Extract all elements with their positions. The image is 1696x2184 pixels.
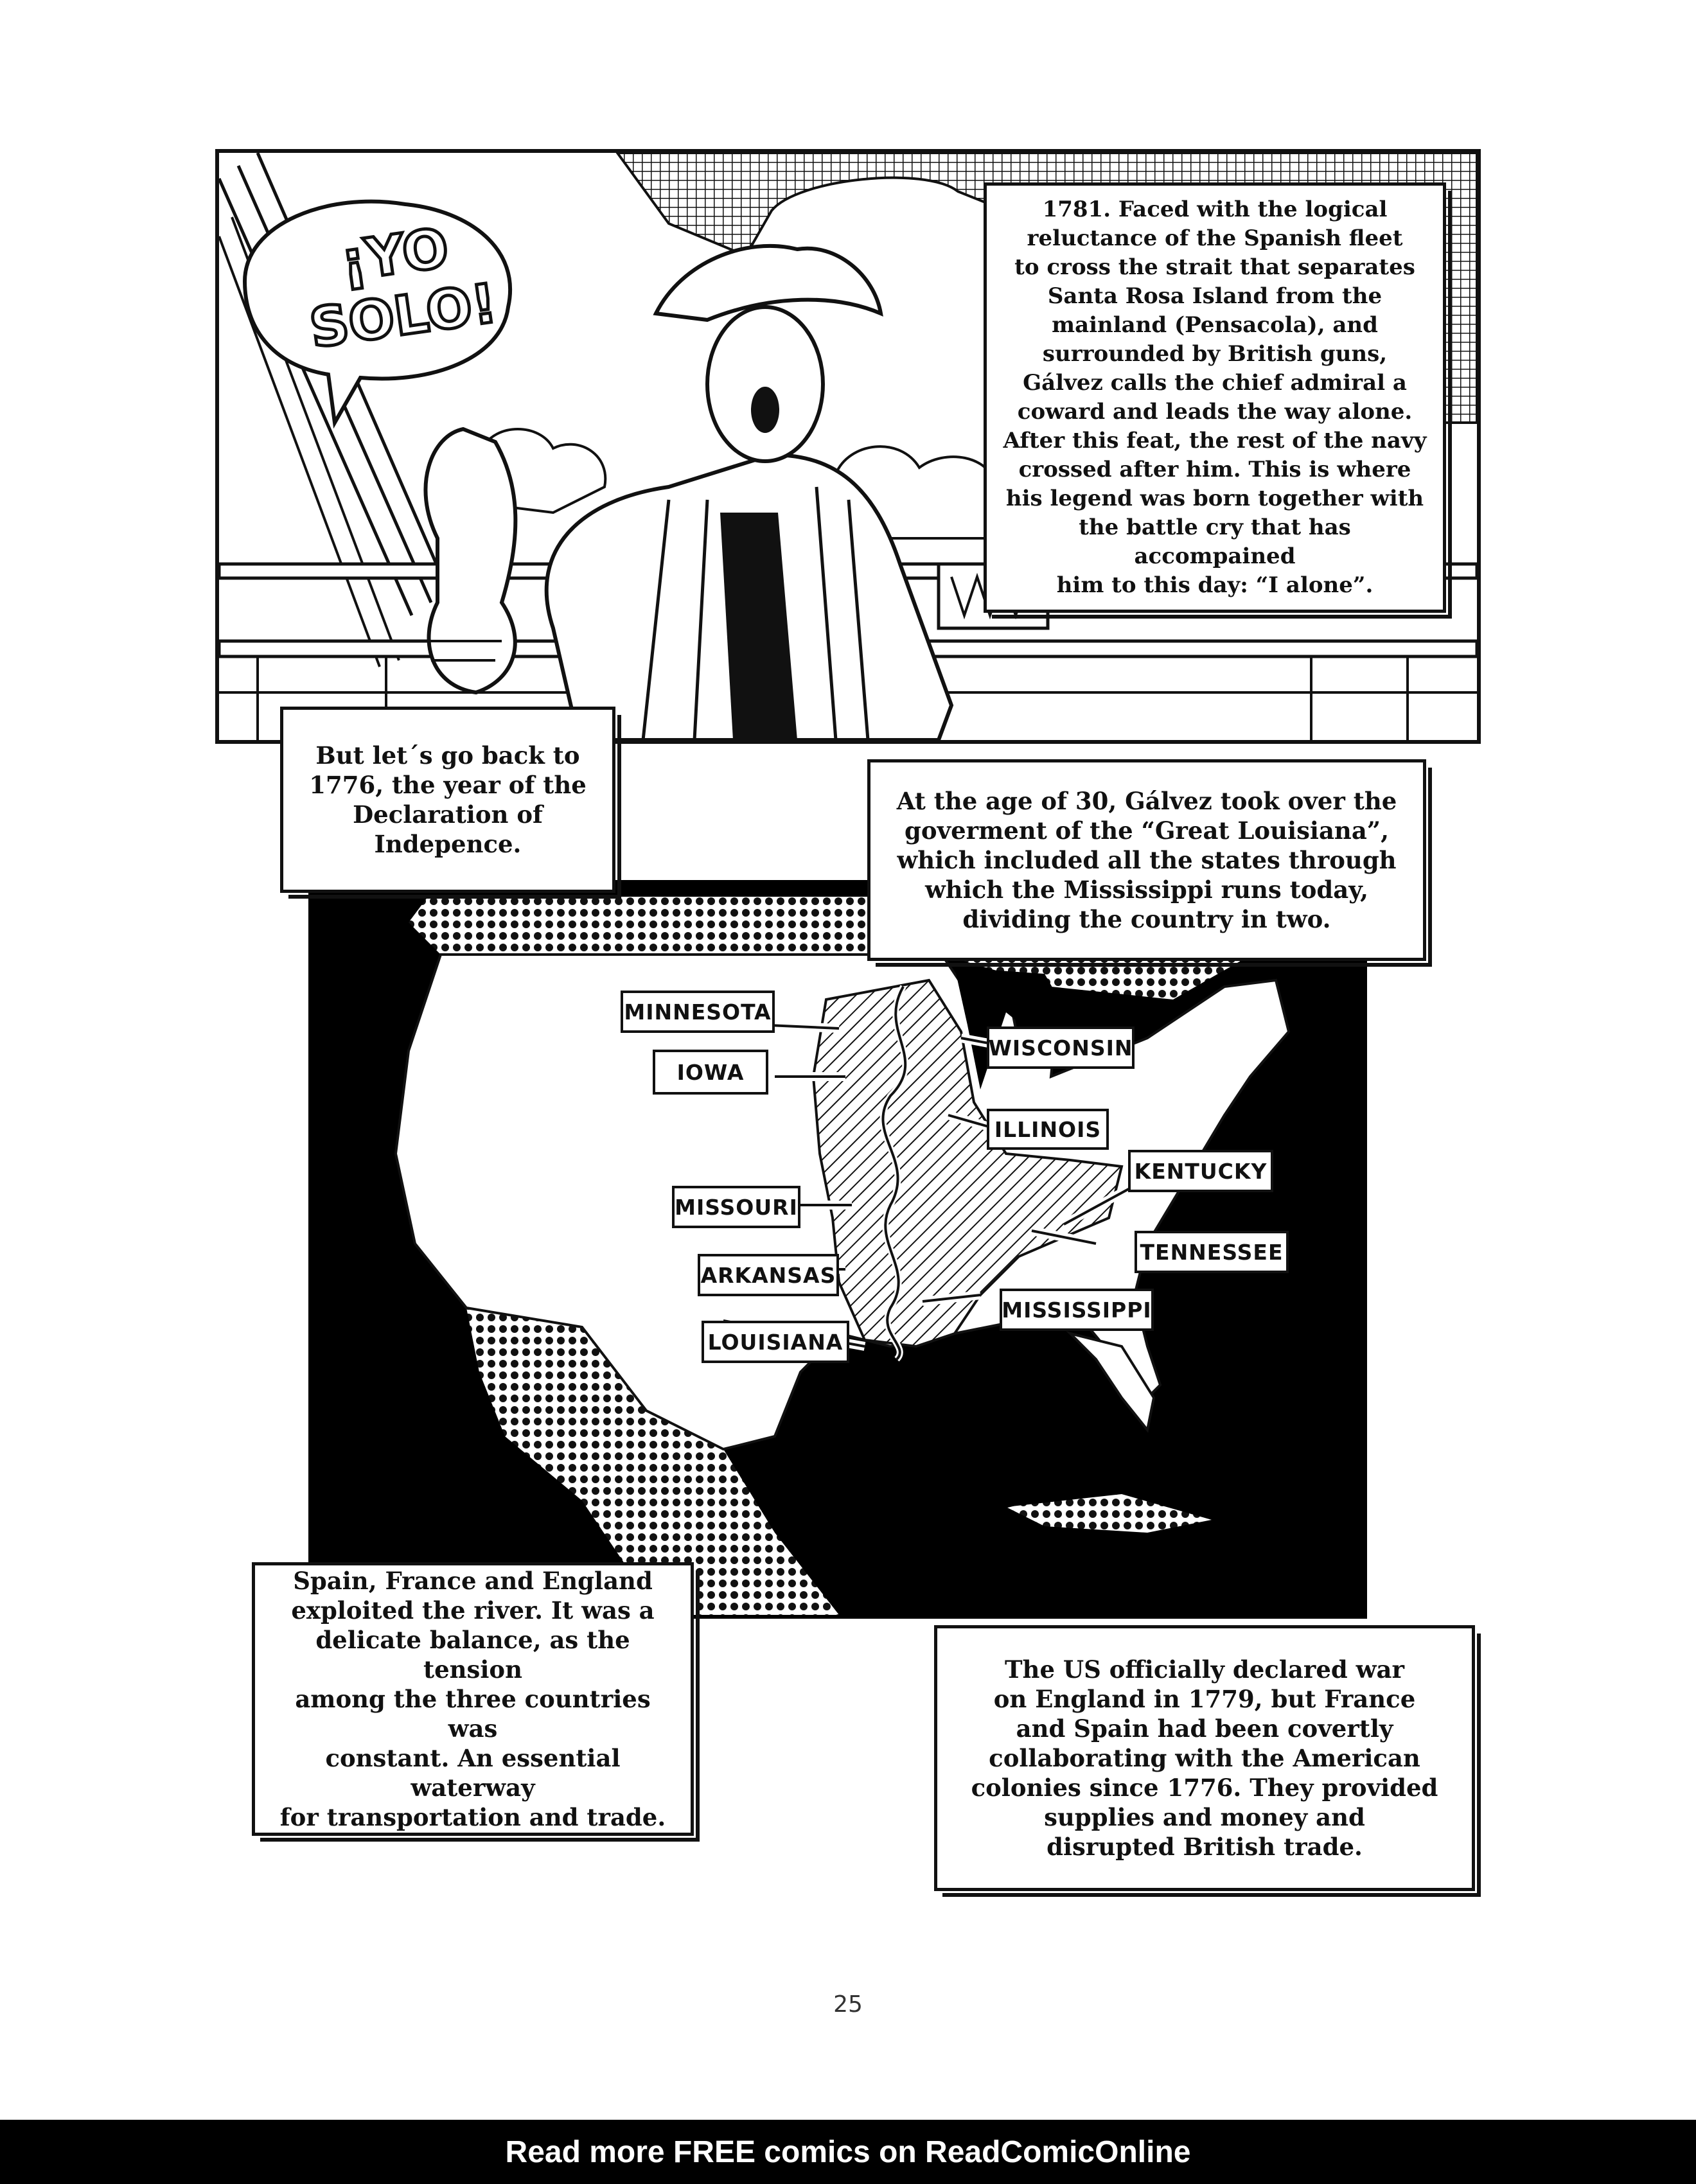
state-label-missouri: MISSOURI	[672, 1186, 800, 1228]
footer-link-text[interactable]: Read more FREE comics on ReadComicOnline	[505, 2135, 1191, 2169]
state-label-tennessee: TENNESSEE	[1135, 1231, 1289, 1273]
caption-great-louisiana: At the age of 30, Gálvez took over the goverment of the “Great Louisiana”, which included all the states through which the Mississippi runs today, dividing the country in two.	[867, 759, 1426, 961]
page-number: 25	[833, 1991, 863, 2018]
caribbean-region	[1006, 1494, 1212, 1533]
state-label-minnesota: MINNESOTA	[621, 991, 775, 1033]
caption-yo-solo: 1781. Faced with the logical reluctance of the Spanish fleet to cross the strait that separates Santa Rosa Island from the mainland (Pensacola), and surrounded by British guns, Gálvez calls the chief admiral a coward and leads the way alone. After this feat, the rest of the navy crossed after him. This is where his legend was born together with the battle cry that has accompained him to this day: “I alone”.	[984, 182, 1446, 613]
panel-galvez-ship	[215, 149, 1481, 744]
galvez-head	[707, 307, 823, 461]
state-label-kentucky: KENTUCKY	[1128, 1150, 1273, 1192]
caption-back-to-1776: But let´s go back to 1776, the year of the Declaration of Indepence.	[280, 707, 615, 893]
speech-text: ¡YO SOLO!	[306, 216, 501, 360]
panel-map	[308, 880, 1367, 1619]
state-label-mississippi: MISSISSIPPI	[1000, 1289, 1154, 1331]
raised-arm	[425, 429, 515, 692]
footer-banner[interactable]	[0, 2120, 1696, 2184]
state-label-illinois: ILLINOIS	[987, 1109, 1109, 1150]
caption-river: Spain, France and England exploited the river. It was a delicate balance, as the tension among the three countries was constant. An essential waterway for transportation and trade.	[252, 1562, 694, 1836]
state-label-iowa: IOWA	[653, 1050, 768, 1095]
state-label-louisiana: LOUISIANA	[702, 1321, 849, 1363]
state-label-arkansas: ARKANSAS	[698, 1254, 839, 1296]
caption-war: The US officially declared war on England in 1779, but France and Spain had been covertly collaborating with the American colonies since 1776. They provided supplies and money and disrupted British trade.	[934, 1625, 1475, 1891]
state-label-wisconsin: WISCONSIN	[987, 1026, 1135, 1069]
